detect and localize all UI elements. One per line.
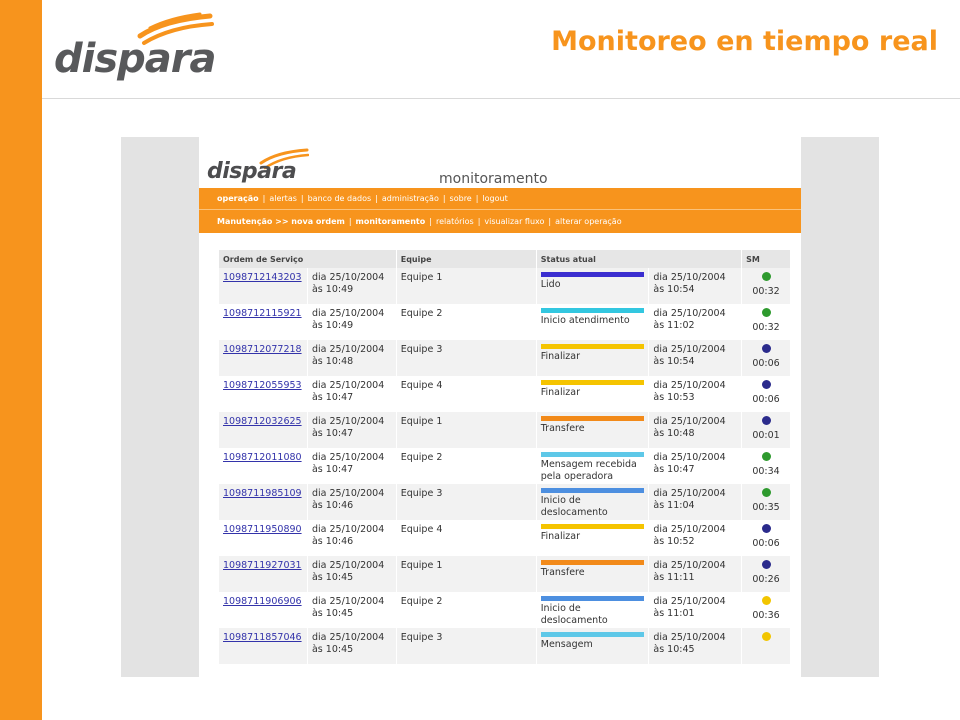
table-row <box>219 412 791 448</box>
status-time: às 10:54 <box>653 356 695 367</box>
nav-administracao[interactable]: administração <box>381 194 439 203</box>
status-date-cell <box>649 376 742 412</box>
sm-cell <box>742 448 791 484</box>
sm-cell <box>742 340 791 376</box>
os-date-cell <box>307 448 396 484</box>
dispara-logo <box>52 10 222 82</box>
team-cell: Equipe 2 <box>396 304 536 340</box>
status-time: às 10:45 <box>653 644 695 655</box>
os-date: dia 25/10/2004 <box>311 344 385 355</box>
app-logo-text: dispara <box>207 159 297 184</box>
sm-time: 00:06 <box>752 358 780 369</box>
os-date-cell <box>307 484 396 520</box>
status-color-bar <box>541 488 645 493</box>
team-cell: Equipe 1 <box>396 268 536 304</box>
status-dot-icon <box>762 416 771 425</box>
primary-nav: operação | alertas | banco de dados | administração | sobre | logout <box>199 188 801 209</box>
status-time: às 10:53 <box>653 392 695 403</box>
status-dot-icon <box>762 344 771 353</box>
table-row <box>219 268 791 304</box>
status-color-bar <box>541 380 645 385</box>
status-time: às 11:02 <box>653 320 695 331</box>
os-cell <box>219 556 307 592</box>
os-link[interactable]: 1098711906906 <box>223 596 302 607</box>
os-time: às 10:45 <box>311 608 354 619</box>
status-color-bar <box>541 596 645 601</box>
status-color-bar <box>541 632 645 637</box>
status-date-cell <box>649 484 742 520</box>
status-text: Mensagem <box>540 639 593 650</box>
status-date: dia 25/10/2004 <box>653 308 726 319</box>
status-text: Inicio atendimento <box>540 315 630 326</box>
status-cell <box>536 556 649 592</box>
status-text: Finalizar <box>540 531 580 542</box>
status-dot-icon <box>762 560 771 569</box>
sm-cell <box>742 412 791 448</box>
status-cell <box>536 304 649 340</box>
status-text: Inicio de deslocamento <box>540 495 608 518</box>
os-cell <box>219 448 307 484</box>
sm-cell <box>742 628 791 664</box>
os-date-cell <box>307 556 396 592</box>
os-cell <box>219 484 307 520</box>
status-color-bar <box>541 524 645 529</box>
status-date: dia 25/10/2004 <box>653 596 726 607</box>
os-date-cell <box>307 340 396 376</box>
sm-time: 00:32 <box>752 322 780 333</box>
team-cell: Equipe 4 <box>396 376 536 412</box>
app-window <box>199 137 801 677</box>
subnav-manutencao-nova-ordem[interactable]: Manutenção >> nova ordem <box>217 217 345 226</box>
nav-logout[interactable]: logout <box>482 194 508 203</box>
status-time: às 10:47 <box>653 464 695 475</box>
table-row <box>219 628 791 664</box>
os-link[interactable]: 1098711950890 <box>223 524 302 535</box>
status-dot-icon <box>762 632 771 641</box>
os-cell <box>219 268 307 304</box>
app-page-title: monitoramento <box>439 171 548 187</box>
table-row <box>219 556 791 592</box>
subnav-relatorios[interactable]: relatórios <box>435 217 474 226</box>
os-link[interactable]: 1098712055953 <box>223 380 302 391</box>
os-date: dia 25/10/2004 <box>311 488 385 499</box>
os-time: às 10:45 <box>311 644 354 655</box>
status-cell <box>536 412 649 448</box>
os-cell <box>219 412 307 448</box>
status-text: Inicio de deslocamento <box>540 603 608 626</box>
status-date: dia 25/10/2004 <box>653 380 726 391</box>
os-link[interactable]: 1098712011080 <box>223 452 302 463</box>
col-header-os: Ordem de Serviço <box>219 250 396 268</box>
sm-cell <box>742 556 791 592</box>
sm-time: 00:36 <box>752 610 780 621</box>
status-cell <box>536 448 649 484</box>
status-dot-icon <box>762 452 771 461</box>
status-cell <box>536 592 649 628</box>
sm-time: 00:34 <box>752 466 780 477</box>
table-row <box>219 448 791 484</box>
status-date-cell <box>649 592 742 628</box>
status-date-cell <box>649 628 742 664</box>
status-cell <box>536 484 649 520</box>
col-header-team: Equipe <box>396 250 536 268</box>
sm-time: 00:26 <box>752 574 780 585</box>
os-date: dia 25/10/2004 <box>311 272 385 283</box>
secondary-nav: Manutenção >> nova ordem | monitoramento | relatórios | visualizar fluxo | alterar operação <box>199 209 801 233</box>
team-cell: Equipe 3 <box>396 484 536 520</box>
sm-cell <box>742 268 791 304</box>
os-time: às 10:47 <box>311 428 354 439</box>
status-time: às 10:48 <box>653 428 695 439</box>
os-cell <box>219 592 307 628</box>
status-color-bar <box>541 308 645 313</box>
header-divider <box>42 98 960 99</box>
team-cell: Equipe 2 <box>396 448 536 484</box>
status-time: às 11:11 <box>653 572 695 583</box>
status-date-cell <box>649 268 742 304</box>
table-body <box>219 268 791 664</box>
status-date: dia 25/10/2004 <box>653 452 726 463</box>
os-date: dia 25/10/2004 <box>311 452 385 463</box>
team-cell: Equipe 3 <box>396 628 536 664</box>
os-link[interactable]: 1098712032625 <box>223 416 302 427</box>
subnav-visualizar-fluxo[interactable]: visualizar fluxo <box>484 217 545 226</box>
app-logo <box>207 147 317 187</box>
os-time: às 10:49 <box>311 284 354 295</box>
os-cell <box>219 376 307 412</box>
os-time: às 10:48 <box>311 356 354 367</box>
status-date: dia 25/10/2004 <box>653 272 726 283</box>
status-date-cell <box>649 304 742 340</box>
sm-cell <box>742 520 791 556</box>
sm-cell <box>742 592 791 628</box>
os-time: às 10:46 <box>311 500 354 511</box>
subnav-alterar-operacao[interactable]: alterar operação <box>555 217 622 226</box>
table-row <box>219 376 791 412</box>
status-dot-icon <box>762 596 771 605</box>
status-dot-icon <box>762 272 771 281</box>
status-dot-icon <box>762 524 771 533</box>
os-time: às 10:46 <box>311 536 354 547</box>
sm-time: 00:35 <box>752 502 780 513</box>
os-time: às 10:45 <box>311 572 354 583</box>
sm-cell <box>742 304 791 340</box>
os-date-cell <box>307 304 396 340</box>
status-date: dia 25/10/2004 <box>653 344 726 355</box>
status-cell <box>536 628 649 664</box>
os-date-cell <box>307 376 396 412</box>
status-text: Mensagem recebida pela operadora <box>540 459 637 482</box>
os-date: dia 25/10/2004 <box>311 416 385 427</box>
table-row <box>219 520 791 556</box>
status-date: dia 25/10/2004 <box>653 488 726 499</box>
sm-time: 00:01 <box>752 430 780 441</box>
status-time: às 10:54 <box>653 284 695 295</box>
status-color-bar <box>541 272 645 277</box>
status-cell <box>536 340 649 376</box>
status-dot-icon <box>762 380 771 389</box>
status-color-bar <box>541 560 645 565</box>
status-dot-icon <box>762 308 771 317</box>
os-link[interactable]: 1098711857046 <box>223 632 302 643</box>
status-time: às 11:04 <box>653 500 695 511</box>
nav-sobre[interactable]: sobre <box>449 194 472 203</box>
status-time: às 10:52 <box>653 536 695 547</box>
os-link[interactable]: 1098711985109 <box>223 488 302 499</box>
sm-time: 00:06 <box>752 538 780 549</box>
os-time: às 10:47 <box>311 464 354 475</box>
table-row <box>219 484 791 520</box>
team-cell: Equipe 1 <box>396 412 536 448</box>
status-color-bar <box>541 452 645 457</box>
status-date: dia 25/10/2004 <box>653 524 726 535</box>
os-date: dia 25/10/2004 <box>311 560 385 571</box>
team-cell: Equipe 2 <box>396 592 536 628</box>
os-cell <box>219 628 307 664</box>
os-date-cell <box>307 628 396 664</box>
status-date-cell <box>649 412 742 448</box>
os-link[interactable]: 1098712143203 <box>223 272 302 283</box>
status-date: dia 25/10/2004 <box>653 416 726 427</box>
col-header-sm: SM <box>742 250 791 268</box>
os-date-cell <box>307 412 396 448</box>
sm-cell <box>742 484 791 520</box>
os-date-cell <box>307 268 396 304</box>
status-date-cell <box>649 448 742 484</box>
os-link[interactable]: 1098712077218 <box>223 344 302 355</box>
team-cell: Equipe 1 <box>396 556 536 592</box>
status-color-bar <box>541 344 645 349</box>
status-date: dia 25/10/2004 <box>653 632 726 643</box>
col-header-status: Status atual <box>536 250 741 268</box>
status-date-cell <box>649 556 742 592</box>
monitor-table <box>219 250 791 664</box>
os-date-cell <box>307 592 396 628</box>
os-date: dia 25/10/2004 <box>311 380 385 391</box>
page-title: Monitoreo en tiempo real <box>551 26 938 57</box>
sm-time: 00:32 <box>752 286 780 297</box>
nav-banco-de-dados[interactable]: banco de dados <box>307 194 372 203</box>
table-row <box>219 340 791 376</box>
status-date-cell <box>649 340 742 376</box>
status-cell <box>536 268 649 304</box>
status-date-cell <box>649 520 742 556</box>
status-date: dia 25/10/2004 <box>653 560 726 571</box>
nav-alertas[interactable]: alertas <box>269 194 297 203</box>
sm-cell <box>742 376 791 412</box>
status-time: às 11:01 <box>653 608 695 619</box>
table-row <box>219 304 791 340</box>
left-accent-bar <box>0 0 42 720</box>
os-time: às 10:49 <box>311 320 354 331</box>
os-cell <box>219 520 307 556</box>
os-link[interactable]: 1098712115921 <box>223 308 302 319</box>
os-date: dia 25/10/2004 <box>311 524 385 535</box>
os-date: dia 25/10/2004 <box>311 308 385 319</box>
team-cell: Equipe 3 <box>396 340 536 376</box>
status-cell <box>536 520 649 556</box>
os-cell <box>219 340 307 376</box>
table-header-row <box>219 250 791 268</box>
os-date-cell <box>307 520 396 556</box>
table-row <box>219 592 791 628</box>
os-link[interactable]: 1098711927031 <box>223 560 302 571</box>
team-cell: Equipe 4 <box>396 520 536 556</box>
os-cell <box>219 304 307 340</box>
logo-text: dispara <box>54 36 216 82</box>
status-dot-icon <box>762 488 771 497</box>
os-date: dia 25/10/2004 <box>311 596 385 607</box>
sm-time: 00:06 <box>752 394 780 405</box>
app-screenshot <box>121 137 879 677</box>
status-cell <box>536 376 649 412</box>
status-text: Finalizar <box>540 351 580 362</box>
subnav-monitoramento[interactable]: monitoramento <box>355 217 426 226</box>
status-text: Finalizar <box>540 387 580 398</box>
os-time: às 10:47 <box>311 392 354 403</box>
status-color-bar <box>541 416 645 421</box>
status-text: Transfere <box>540 423 585 434</box>
os-date: dia 25/10/2004 <box>311 632 385 643</box>
nav-operacao[interactable]: operação <box>217 194 259 203</box>
status-text: Lido <box>540 279 561 290</box>
status-text: Transfere <box>540 567 585 578</box>
